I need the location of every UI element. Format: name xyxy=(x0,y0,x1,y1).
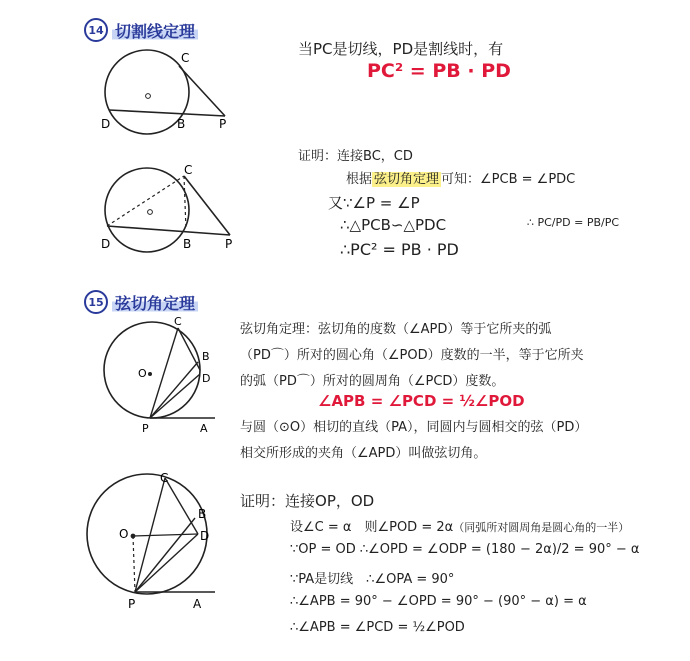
proof-label: 证明： xyxy=(298,149,338,164)
section-15-header xyxy=(84,290,198,314)
label-B: B xyxy=(177,117,186,131)
label-B: B xyxy=(198,507,207,521)
proof-step: 连接BC，CD xyxy=(337,149,413,164)
figure-tangent-secant-2 xyxy=(95,160,245,260)
label-D: D xyxy=(101,117,111,131)
proof-14-line4: ∴△PCB∽△PDC xyxy=(340,216,447,234)
label-D: D xyxy=(200,529,210,543)
proof-step: 连接OP，OD xyxy=(285,492,375,510)
definition-line1: 弦切角定理：弦切角的度数（∠APD）等于它所夹的弧 xyxy=(240,322,552,337)
label-P: P xyxy=(128,597,136,611)
theorem-formula: PC² = PB · PD xyxy=(367,60,511,82)
label-A: A xyxy=(193,597,202,611)
definition-line3: 的弧（PD⌒）所对的圆周角（∠PCD）度数。 xyxy=(240,374,505,389)
label-P: P xyxy=(219,117,227,131)
label-P: P xyxy=(225,237,233,251)
label-C: C xyxy=(181,51,190,65)
proof-14-line2 xyxy=(346,168,575,187)
proof-15-line6: ∴∠APB = ∠PCD = ½∠POD xyxy=(290,620,465,635)
proof-14-line1 xyxy=(298,145,413,164)
proof-note: （同弧所对圆周角是圆心角的一半） xyxy=(453,521,630,534)
definition-line2: （PD⌒）所对的圆心角（∠POD）度数的一半，等于它所夹 xyxy=(240,348,584,363)
label-C: C xyxy=(174,315,182,328)
section-number-badge: 14 xyxy=(84,18,108,42)
label-D: D xyxy=(101,237,111,251)
proof-14-line5: ∴PC² = PB · PD xyxy=(340,240,459,259)
label-B: B xyxy=(202,350,210,363)
figure-tangent-chord-1 xyxy=(100,312,225,437)
theorem-statement: 当PC是切线，PD是割线时，有 xyxy=(298,40,504,58)
proof-text: 根据 xyxy=(346,172,373,187)
figure-tangent-secant-1 xyxy=(95,48,245,138)
label-C: C xyxy=(160,471,169,485)
proof-label: 证明： xyxy=(240,492,286,510)
proof-15-line5: ∴∠APB = 90° − ∠OPD = 90° − (90° − α) = α xyxy=(290,594,587,609)
label-O: O xyxy=(119,527,129,541)
tangent-chord-formula: ∠APB = ∠PCD = ½∠POD xyxy=(318,392,525,410)
figure-tangent-chord-2 xyxy=(85,470,235,615)
label-C: C xyxy=(184,163,193,177)
label-B: B xyxy=(183,237,192,251)
section-14-header xyxy=(84,18,198,42)
note-line2: 相交所形成的夹角（∠APD）叫做弦切角。 xyxy=(240,446,487,461)
label-A: A xyxy=(200,422,208,435)
label-O: O xyxy=(138,367,147,380)
proof-text: 可知：∠PCB = ∠PDC xyxy=(441,172,576,187)
proof-15-line3: ∵OP = OD ∴∠OPD = ∠ODP = (180 − 2α)/2 = 90° − α xyxy=(290,542,640,557)
proof-14-line3: 又∵∠P = ∠P xyxy=(328,194,420,212)
proof-15-line4: ∵PA是切线 ∴∠OPA = 90° xyxy=(290,572,455,587)
label-D: D xyxy=(202,372,211,385)
section-title: 弦切角定理 xyxy=(112,291,198,314)
proof-step: 设∠C = α 则∠POD = 2α xyxy=(290,520,454,535)
note-line1: 与圆（⊙O）相切的直线（PA），同圆内与圆相交的弦（PD） xyxy=(240,420,588,435)
label-P: P xyxy=(142,422,149,435)
proof-15-line1 xyxy=(240,490,374,511)
section-number-badge: 15 xyxy=(84,290,108,314)
section-title: 切割线定理 xyxy=(112,19,198,42)
proof-15-line2 xyxy=(290,516,629,535)
proof-14-ratio: ∴ PC/PD = PB/PC xyxy=(527,216,620,229)
highlighted-theorem: 弦切角定理 xyxy=(374,172,440,187)
